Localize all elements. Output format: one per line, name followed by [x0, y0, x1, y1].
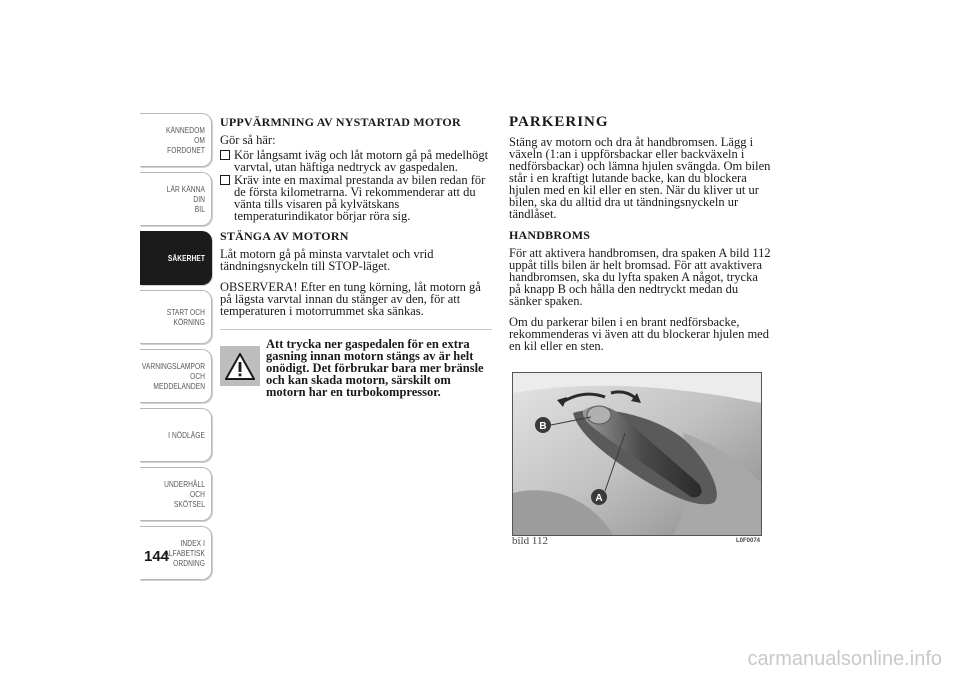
- tab-label: UNDERHÅLL OCH SKÖTSEL: [164, 479, 205, 509]
- right-column: [509, 116, 771, 361]
- handbrake-figure: [512, 372, 762, 536]
- handbrake-illustration: [513, 373, 761, 535]
- tab-kannedom-om-fordonet[interactable]: [140, 113, 212, 167]
- list-item: [220, 174, 492, 222]
- tab-underhall-och-skotsel[interactable]: [140, 467, 212, 521]
- figure-caption: bild 112: [512, 535, 548, 547]
- chapter-tabs: [140, 113, 212, 585]
- tab-label: SÄKERHET: [167, 253, 205, 263]
- tab-label: INDEX I ALFABETISK ORDNING: [164, 538, 205, 568]
- checkbox-bullet-icon: [220, 175, 230, 185]
- paragraph: För att aktivera handbromsen, dra spaken A bild 112 uppåt tills bilen är helt bromsad. För att avaktivera handbromsen, ska du lyfta spaken A något, trycka på knapp B och hålla den nedtryckt medan du sänker spaken.: [509, 246, 771, 308]
- figure-code: L0F0074: [736, 538, 761, 544]
- callout-a: A: [595, 493, 603, 504]
- tab-label: START OCH KÖRNING: [166, 307, 205, 327]
- bullet-list: [220, 149, 492, 222]
- left-column: [220, 116, 492, 398]
- tab-label: I NÖDLÄGE: [168, 430, 205, 440]
- warning-text: Att trycka ner gaspedalen för en extra gasning innan motorn stängs av är helt onödigt. Det förbrukar bara mer bränsle och kan skada motorn, särskilt om motorn har en turbokompressor.: [266, 337, 484, 399]
- paragraph: Låt motorn gå på minsta varvtalet och vrid tändningsnyckeln till STOP-läget.: [220, 247, 434, 273]
- tab-lar-kanna-din-bil[interactable]: [140, 172, 212, 226]
- section-heading-warmup: UPPVÄRMNING AV NYSTARTAD MOTOR: [220, 115, 461, 129]
- tab-start-och-korning[interactable]: [140, 290, 212, 344]
- tab-sakerhet[interactable]: [140, 231, 212, 285]
- section-heading-parking: PARKERING: [509, 114, 609, 130]
- tab-i-nodlage[interactable]: [140, 408, 212, 462]
- warning-box: [220, 338, 492, 398]
- checkbox-bullet-icon: [220, 150, 230, 160]
- section-heading-stop-engine: STÄNGA AV MOTORN: [220, 229, 349, 243]
- page-number: 144: [144, 548, 170, 565]
- watermark: carmanualsonline.info: [747, 648, 942, 670]
- tab-varningslampor[interactable]: [140, 349, 212, 403]
- list-item-text: Kör långsamt iväg och låt motorn gå på medelhögt varvtal, utan häftiga nedtryck av gaspedalen.: [234, 148, 489, 174]
- list-item: [220, 149, 492, 173]
- intro-text: Gör så här:: [220, 133, 276, 147]
- paragraph: Stäng av motorn och dra åt handbromsen. Lägg i växeln (1:an i uppförsbackar eller backväxeln i nedförsbackar) och lämna hjulen svängda. Om bilen står i en kraftigt lutande backe, kan du blockera hjulen med en kil eller en sten. När du kliver ut ur bilen, ska du alltid dra ut tändningsnyckeln ur tändlåset.: [509, 135, 771, 221]
- warning-triangle-icon: [220, 346, 260, 386]
- paragraph: Om du parkerar bilen i en brant nedförsbacke, rekommenderas vi även att du blockerar hjulen med en kil eller en sten.: [509, 315, 769, 353]
- paragraph: OBSERVERA! Efter en tung körning, låt motorn gå på lägsta varvtal innan du stänger av den, för att temperaturen i motorrummet ska sänkas.: [220, 280, 481, 318]
- tab-label: KÄNNEDOM OM FORDONET: [166, 125, 205, 155]
- callout-b: B: [539, 421, 547, 432]
- subheading-handbrake: HANDBROMS: [509, 228, 591, 242]
- tab-label: LÄR KÄNNA DIN BIL: [166, 184, 205, 214]
- divider: [220, 329, 492, 330]
- tab-label: VARNINGSLAMPOR OCH MEDDELANDEN: [141, 361, 205, 391]
- list-item-text: Kräv inte en maximal prestanda av bilen redan för de första kilometrarna. Vi rekommenderar att du vänta tills visaren på kylvätskans temperaturindikator börjar röra sig.: [234, 173, 486, 223]
